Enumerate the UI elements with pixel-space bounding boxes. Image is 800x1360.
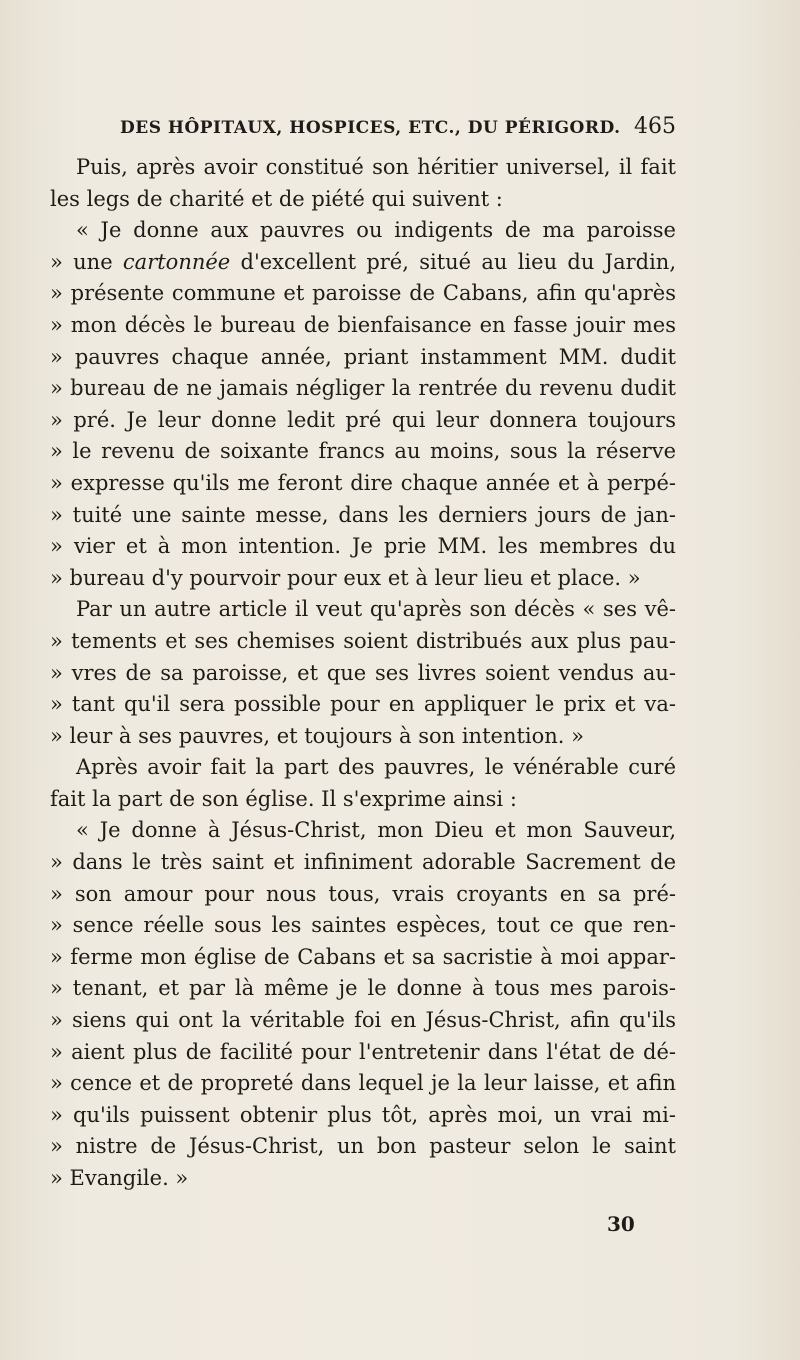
text-line: » tenant, et par là même je le donne à tous mes parois- (50, 976, 676, 1001)
text-line: » son amour pour nous tous, vrais croyants en sa pré- (50, 881, 676, 906)
text-line: Puis, après avoir constitué son héritier universel, il fait (76, 155, 676, 179)
signature-mark: 30 (607, 1212, 635, 1236)
text-line: » bureau de ne jamais négliger la rentrée du revenu dudit (50, 376, 676, 401)
text-line: » tements et ses chemises soient distribués aux plus pau- (50, 628, 676, 653)
body-text (50, 152, 676, 1195)
text-line: » tuité une sainte messe, dans les derniers jours de jan- (50, 502, 676, 527)
text-line: » le revenu de soixante francs au moins, sous la réserve (50, 439, 676, 464)
text-line: » siens qui ont la véritable foi en Jésus-Christ, afin qu'ils (50, 1008, 676, 1033)
italic-term: cartonnée (122, 249, 231, 274)
text-line: « Je donne aux pauvres ou indigents de ma paroisse (76, 218, 676, 243)
page-number: 465 (634, 114, 676, 139)
text-line: » vier et à mon intention. Je prie MM. les membres du (50, 534, 676, 559)
text-line: les legs de charité et de piété qui suivent : (50, 186, 503, 211)
text-line: » ferme mon église de Cabans et sa sacristie à moi appar- (50, 944, 676, 969)
text-line: » leur à ses pauvres, et toujours à son intention. » (50, 723, 584, 748)
text-line: » pauvres chaque année, priant instamment MM. dudit (50, 344, 676, 369)
text-line: Par un autre article il veut qu'après son décès « ses vê- (76, 597, 676, 622)
text-line: » cence et de propreté dans lequel je la leur laisse, et afin (50, 1071, 676, 1096)
text-line: » une cartonnée d'excellent pré, situé au lieu du Jardin, (50, 249, 676, 274)
text-line: » aient plus de facilité pour l'entretenir dans l'état de dé- (50, 1039, 676, 1064)
text-line: Après avoir fait la part des pauvres, le vénérable curé (76, 755, 676, 780)
text-line: » nistre de Jésus-Christ, un bon pasteur selon le saint (50, 1134, 676, 1159)
text-line: » pré. Je leur donne ledit pré qui leur donnera toujours (50, 407, 676, 432)
text-line: » tant qu'il sera possible pour en appliquer le prix et va- (50, 692, 676, 717)
text-line: » bureau d'y pourvoir pour eux et à leur lieu et place. » (50, 565, 641, 590)
text-line: » Evangile. » (50, 1166, 189, 1190)
text-line: » vres de sa paroisse, et que ses livres soient vendus au- (50, 660, 676, 685)
text-line: fait la part de son église. Il s'exprime ainsi : (50, 786, 517, 811)
text-line: » sence réelle sous les saintes espèces, tout ce que ren- (50, 913, 676, 938)
text-line: » présente commune et paroisse de Cabans, afin qu'après (50, 281, 676, 306)
text-line: » qu'ils puissent obtenir plus tôt, après moi, un vrai mi- (50, 1102, 676, 1127)
text-line: » expresse qu'ils me feront dire chaque année et à perpé- (50, 470, 676, 495)
page-header (120, 112, 676, 146)
text-line: « Je donne à Jésus-Christ, mon Dieu et mon Sauveur, (76, 818, 676, 843)
running-title: DES HÔPITAUX, HOSPICES, ETC., DU PÉRIGORD. (120, 118, 621, 138)
text-line: » mon décès le bureau de bienfaisance en fasse jouir mes (50, 312, 676, 337)
text-line: » dans le très saint et infiniment adorable Sacrement de (50, 850, 676, 875)
